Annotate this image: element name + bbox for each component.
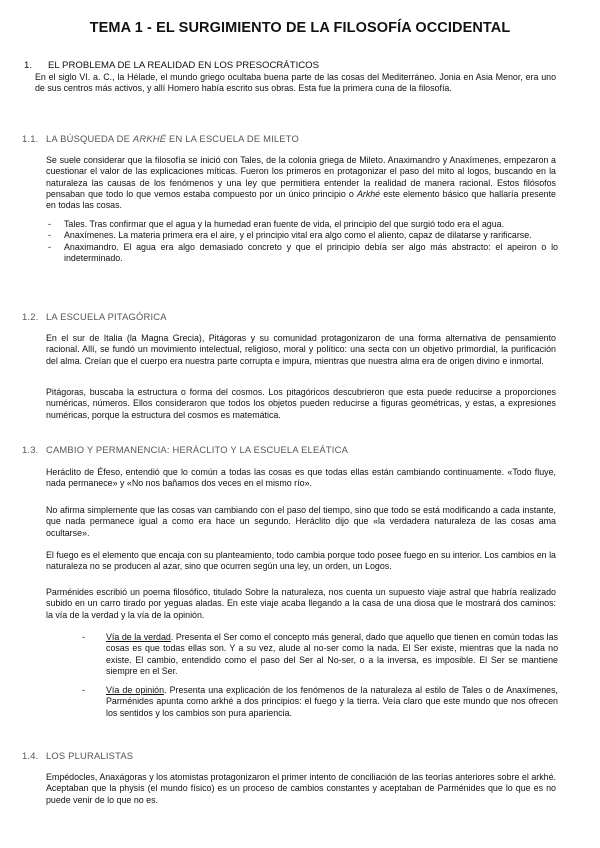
list-item-text: . Presenta una explicación de los fenómenos de la naturaleza al estilo de Tales o de Anaxímenes, Parménides apunta como arkhé a dos principios: el fuego y la tierra. Veía claro que este mundo que nos ofrecen los sentidos y los cambios son pura apariencia. [106,685,559,718]
list-item-text: . Tras confirmar que el agua y la humedad eran fuente de vida, el principio del que surgió todo era el agua. [84,219,505,229]
list-item: - Tales. Tras confirmar que el agua y la humedad eran fuente de vida, el principio del que surgió todo era el agua. [48,219,505,229]
list-item: - Vía de opinión. Presenta una explicación de los fenómenos de la naturaleza al estilo de Tales o de Anaxímenes, Parménides apunta como arkhé a dos principios: el fuego y la tierra. Veía claro que este mundo que nos ofrecen los sentidos y los cambios son pura apariencia. [82,685,559,718]
list-item-text: . El agua era algo demasiado concreto y que el principio debía ser algo más abstracto: el apeiron o lo indeterminado. [64,241,558,263]
section-1-title: EL PROBLEMA DE LA REALIDAD EN LOS PRESOCRÁTICOS [48,60,320,71]
page-title: TEMA 1 - EL SURGIMIENTO DE LA FILOSOFÍA OCCIDENTAL [89,20,511,36]
section-1-1-text-arkhe: Arkhé [356,188,381,199]
section-1-1-list [46,219,558,264]
section-1-1-title-c: EN LA ESCUELA DE MILETO [166,133,300,144]
section-1-heading [24,60,319,71]
section-1-4-paragraph: Empédocles, Anaxágoras y los atomistas protagonizaron el primer intento de conciliación de las teorías anteriores sobre el arkhé. Aceptaban que la physis (el mundo físico) es un proceso de cambios constantes y aceptaban de Parménides que lo que es no puede venir de lo que no es. [46,772,556,805]
section-1-2-paragraph-2: Pitágoras, buscaba la estructura o forma del cosmos. Los pitagóricos descubrieron que esta puede reducirse a proporciones numéricas, números. Ellos consideraron que todos los objetos pueden reducirse a figuras geométricas, y estas, a expresiones numéricas, porque la estructura del cosmos es matemática. [46,387,556,420]
section-1-number: 1. [24,60,33,71]
list-item-name: Tales [64,219,85,229]
section-1-4-heading [22,750,133,761]
section-1-2-number: 1.2. [22,311,39,322]
section-1-2-paragraph-1: En el sur de Italia (la Magna Grecia), Pitágoras y su comunidad protagonizaron de una forma alternativa de pensamiento racional. Allí, se fundó un movimiento intelectual, religioso, moral y político: una secta con un objetivo primordial, la purificación del alma. Creían que el cuerpo era nuestra parte corrupta e impura, mientras que nuestra alma era de origen divino e inmortal. [46,333,556,366]
list-item-text: . La materia primera era el aire, y el principio vital era algo como el aliento, capaz de dilatarse y rarificarse. [113,230,532,241]
section-1-3-paragraph-4: Parménides escribió un poema filosófico, titulado Sobre la naturaleza, nos cuenta un supuesto viaje astral que habría realizado subido en un carro tirado por yeguas aladas. En este viaje acaba llegando a la casa de una diosa que le mostrará dos caminos: la vía de la verdad y la vía de la opinión. [46,587,556,620]
list-item-name: Anaxímenes [64,230,114,241]
section-1-3-number: 1.3. [22,444,39,455]
list-item-name: Vía de opinión [106,685,165,696]
section-1-3-list [80,632,558,727]
section-1-1-number: 1.1. [22,133,39,144]
section-1-3-heading [22,444,348,455]
list-item: - Anaximandro. El agua era algo demasiado concreto y que el principio debía ser algo más abstracto: el apeiron o lo indeterminado. [48,241,558,263]
list-item: - Anaxímenes. La materia primera era el aire, y el principio vital era algo como el aliento, capaz de dilatarse y rarificarse. [48,230,532,241]
section-1-3-paragraph-3: El fuego es el elemento que encaja con su planteamiento, todo cambia porque todo posee fuego en su interior. Los cambios en la naturaleza no se producen al azar, sino que ocurren según una ley, un orden, un Logos. [46,550,556,572]
section-1-1-title-b: ARKHÉ [132,133,167,144]
section-1-3-paragraph-2: No afirma simplemente que las cosas van cambiando con el paso del tiempo, sino que todo se está modificando a cada instante, que nada permanece igual a como era hace un segundo. Heráclito dijo que «la verdadera naturaleza de las cosas ama ocultarse». [46,505,556,538]
list-item-text: . Presenta el Ser como el concepto más general, dado que aquello que tienen en común todas las cosas es que todas ellas son. Y a su vez, alude al no-ser como la nada. El Ser existe, mientras que la nada no existe. El cambio, entendido como el paso del Ser al No-ser, o a la inversa, es imposible. El Ser se mantiene siempre en el Ser. [106,632,558,676]
list-item: - Vía de la verdad. Presenta el Ser como el concepto más general, dado que aquello que tienen en común todas las cosas es que todas ellas son. Y a su vez, alude al no-ser como la nada. El Ser existe, mientras que la nada no existe. El cambio, entendido como el paso del Ser al No-ser, o a la inversa, es imposible. El Ser se mantiene siempre en el Ser. [82,632,558,676]
section-1-4-number: 1.4. [22,750,39,761]
section-1-3-title: CAMBIO Y PERMANENCIA: HERÁCLITO Y LA ESCUELA ELEÁTICA [46,444,349,455]
list-item-name: Vía de la verdad [106,632,171,642]
list-item-name: Anaximandro [64,241,117,252]
section-1-1-title-a: LA BÚSQUEDA DE [46,133,133,144]
section-1-1-text-a: Se suele considerar que la filosofía se inició con Tales, de la colonia griega de Mileto. Anaximandro y Anaxímenes, empezaron a cuestionar el valor de las explicaciones míticas. Fueron los primeros en protagonizar el paso del mito al logos, buscando en la naturaleza las causas de los fenómenos y una ley que permitiera entender la realidad de manera racional. Estos filósofos pensaban que todo lo que vemos estaba compuesto por un único principio o [46,155,556,199]
section-1-3-paragraph-1: Heráclito de Éfeso, entendió que lo común a todas las cosas es que todas ellas están cambiando continuamente. «Todo fluye, nada permanece» y «No nos bañamos dos veces en el mismo río». [46,467,556,489]
section-1-1-paragraph [46,155,556,211]
section-1-4-title: LOS PLURALISTAS [46,750,134,761]
section-1-1-heading [22,133,299,144]
section-1-1-text-c: este elemento básico que hallaría presente en todas las cosas. [46,188,556,211]
section-1-2-heading [22,311,167,322]
section-1-paragraph: En el siglo VI. a. C., la Hélade, el mundo griego ocultaba buena parte de las cosas del Mediterráneo. Jonia en Asia Menor, era uno de sus centros más activos, y allí Homero había escrito sus obras. Esta fue la primera cuna de la filosofía. [35,72,556,94]
section-1-2-title: LA ESCUELA PITAGÓRICA [46,311,167,322]
